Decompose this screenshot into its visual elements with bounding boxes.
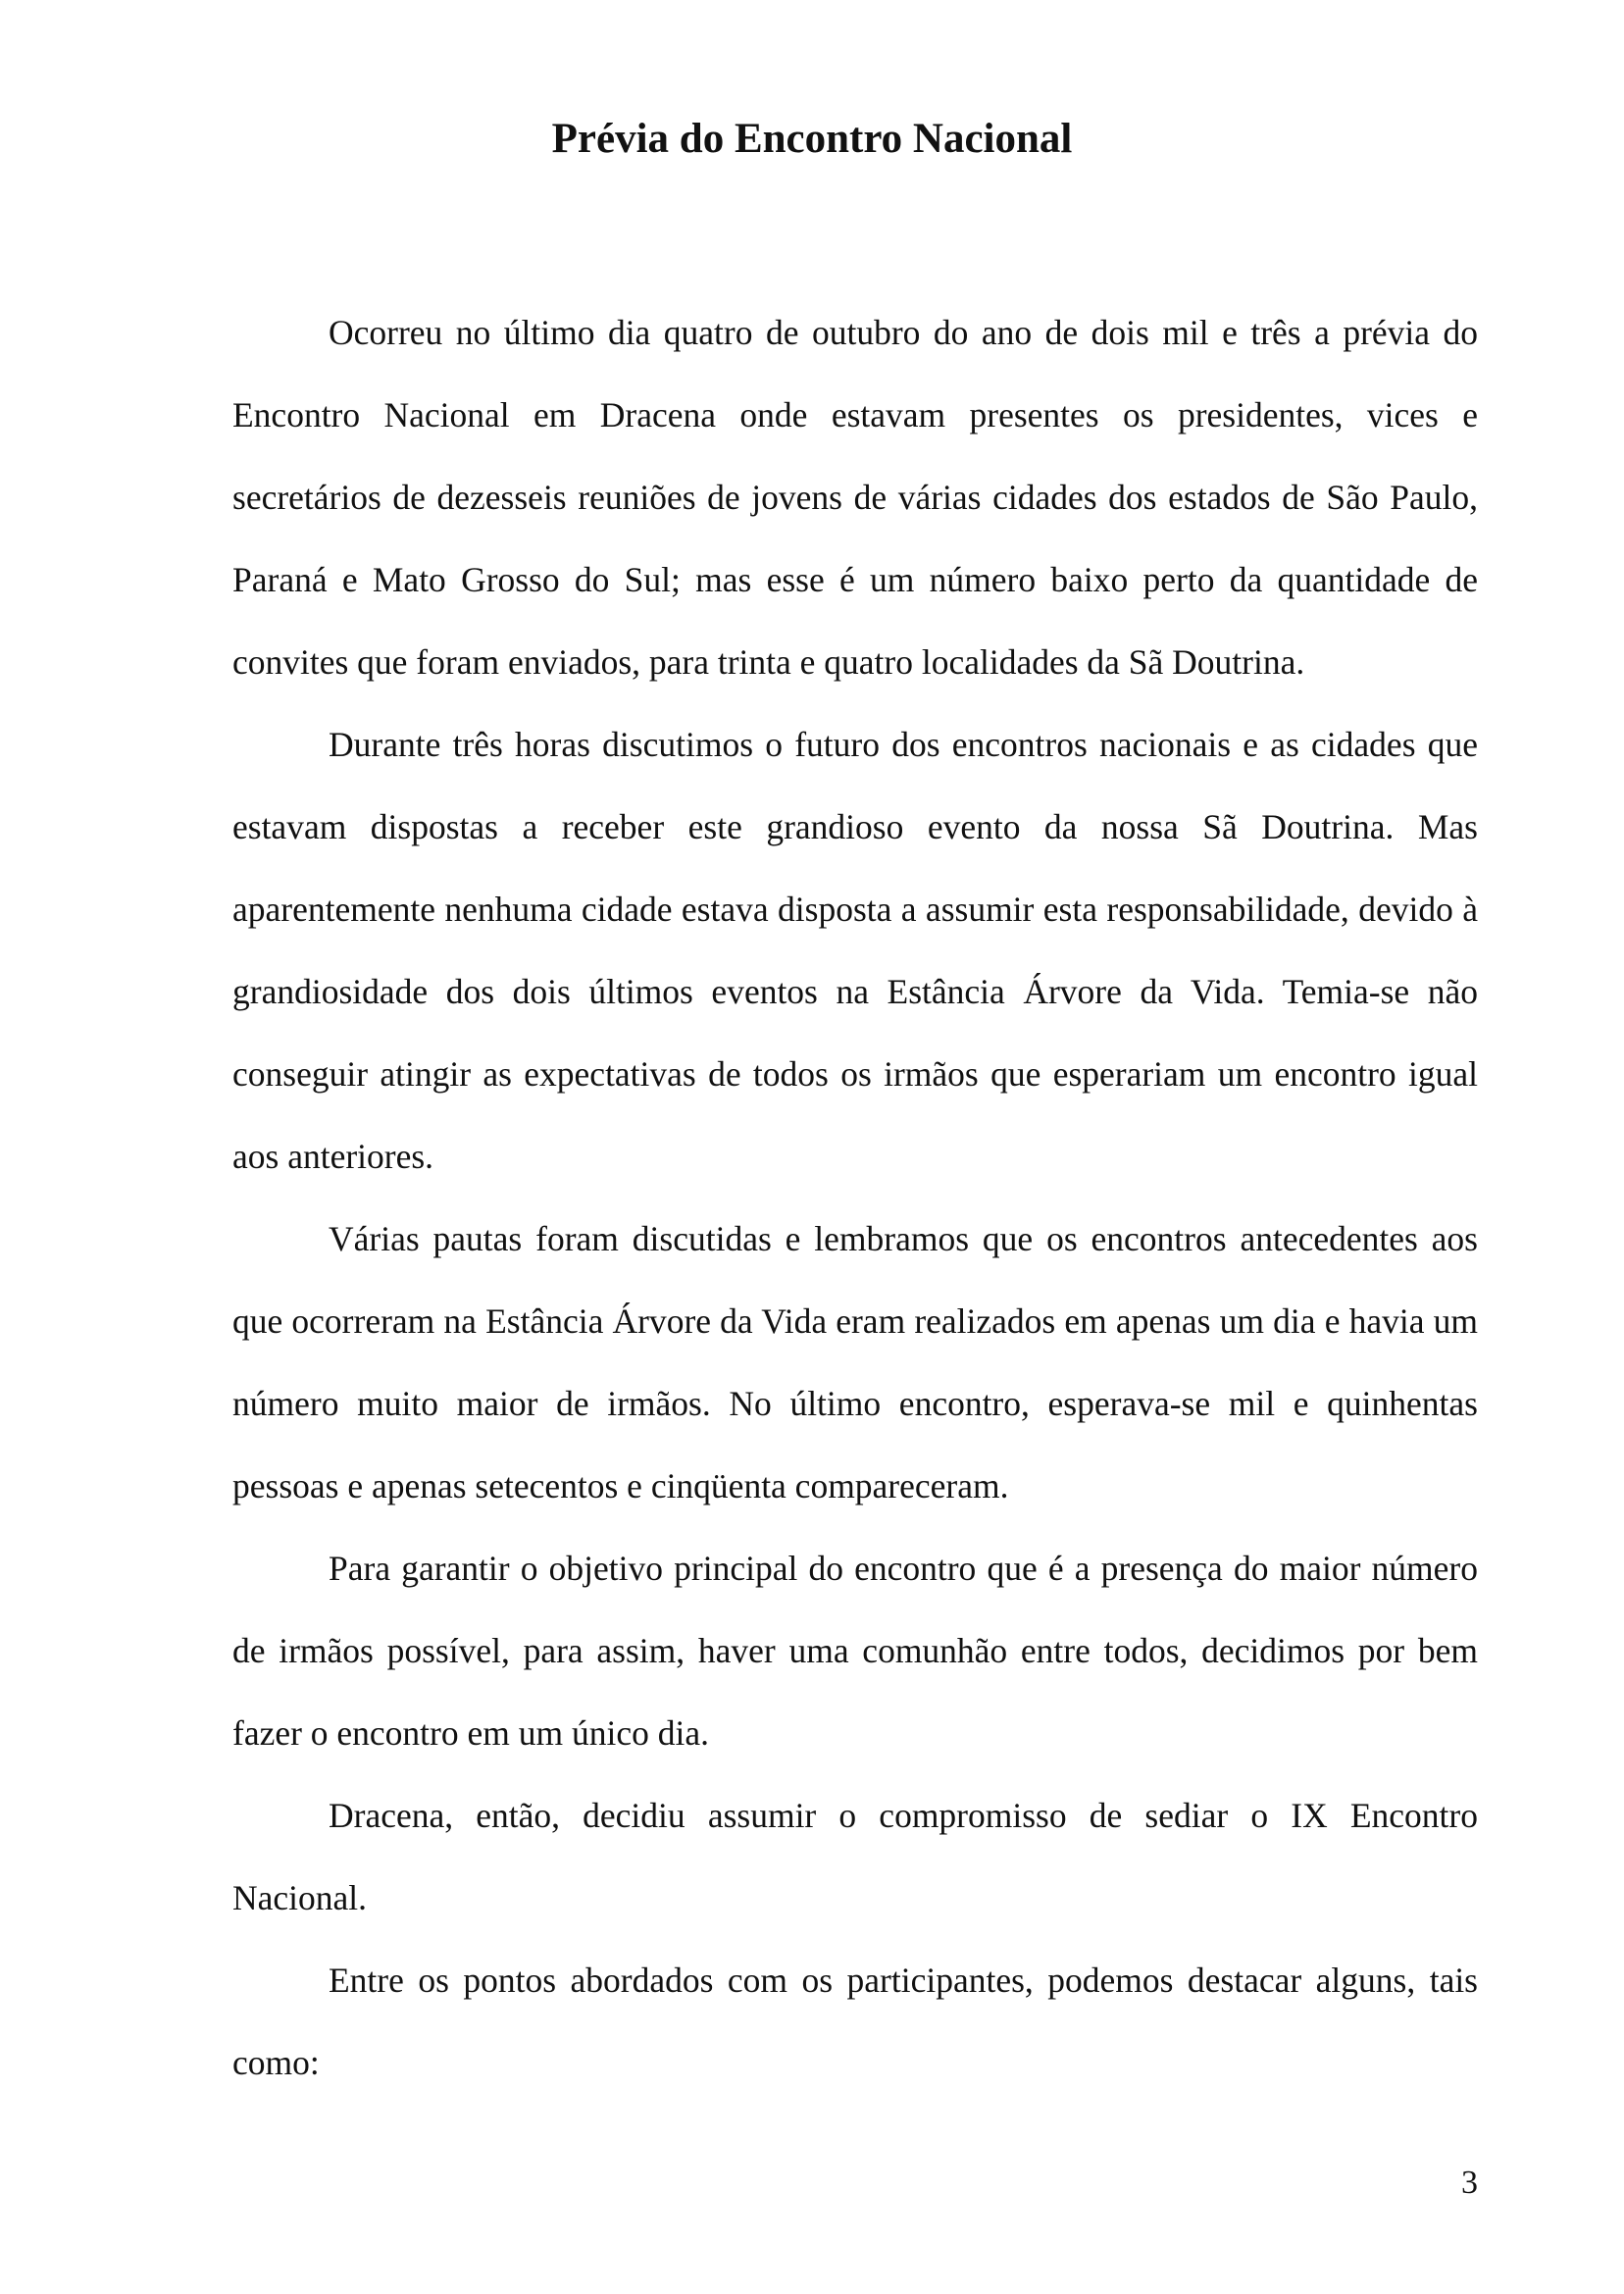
page-number: 3: [1461, 2165, 1478, 2201]
paragraph-1: Ocorreu no último dia quatro de outubro do ano de dois mil e três a prévia do Encontro Nacional em Dracena onde estavam presentes os presidentes, vices e secretários de dezesseis reuniões de jovens de várias cidades dos estados de São Paulo, Paraná e Mato Grosso do Sul; mas esse é um número baixo perto da quantidade de convites que foram enviados, para trinta e quatro localidades da Sã Doutrina.: [232, 313, 1478, 682]
paragraph-4: Para garantir o objetivo principal do encontro que é a presença do maior número de irmãos possível, para assim, haver uma comunhão entre todos, decidimos por bem fazer o encontro em um único dia.: [232, 1549, 1478, 1753]
document-body: [232, 291, 1478, 2104]
paragraph-2: Durante três horas discutimos o futuro dos encontros nacionais e as cidades que estavam dispostas a receber este grandioso evento da nossa Sã Doutrina. Mas aparentemente nenhuma cidade estava disposta a assumir esta responsabilidade, devido à grandiosidade dos dois últimos eventos na Estância Árvore da Vida. Temia-se não conseguir atingir as expectativas de todos os irmãos que esperariam um encontro igual aos anteriores.: [232, 725, 1478, 1176]
paragraph-5: Dracena, então, decidiu assumir o compromisso de sediar o IX Encontro Nacional.: [232, 1796, 1478, 1917]
paragraph-6: Entre os pontos abordados com os participantes, podemos destacar alguns, tais como:: [232, 1961, 1478, 2082]
paragraph-3: Várias pautas foram discutidas e lembramos que os encontros antecedentes aos que ocorreram na Estância Árvore da Vida eram realizados em apenas um dia e havia um número muito maior de irmãos. No último encontro, esperava-se mil e quinhentas pessoas e apenas setecentos e cinqüenta compareceram.: [232, 1219, 1478, 1505]
document-title: Prévia do Encontro Nacional: [551, 116, 1073, 162]
